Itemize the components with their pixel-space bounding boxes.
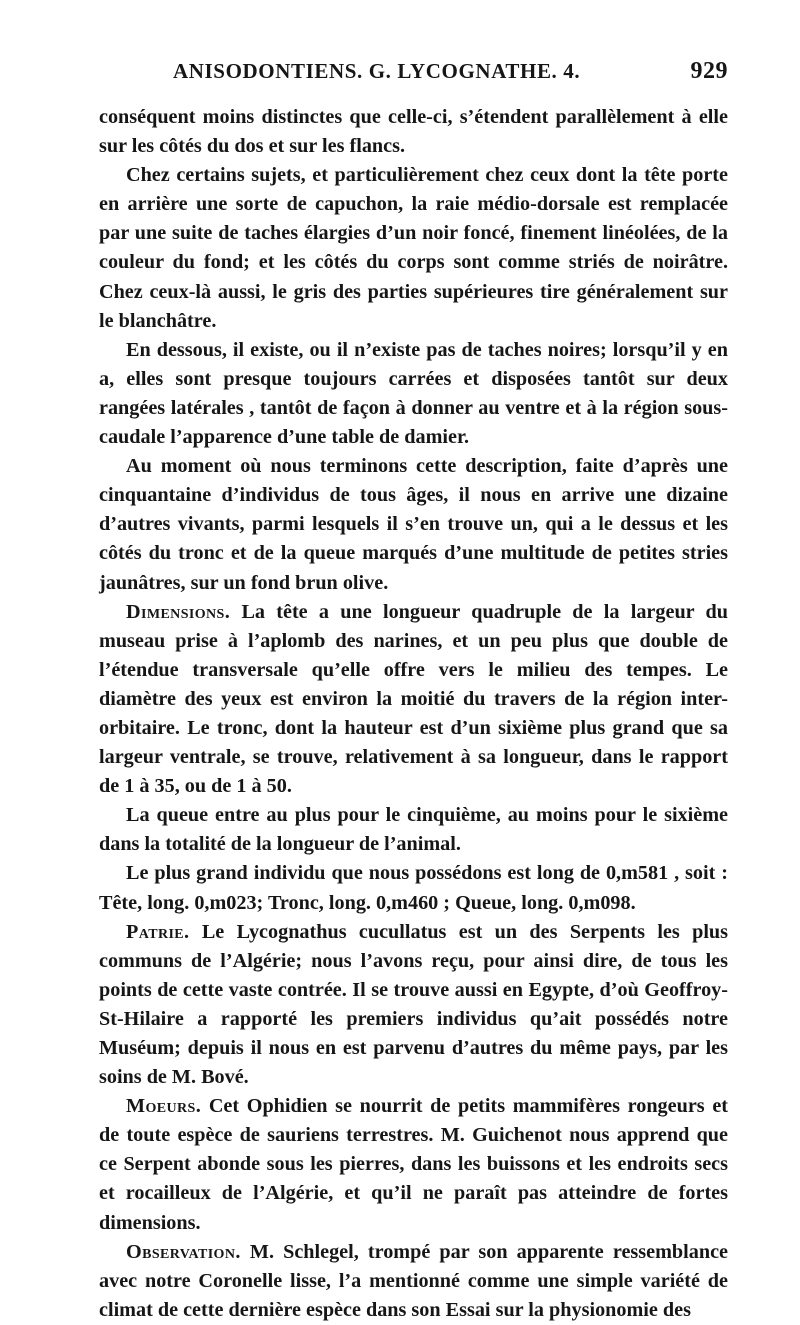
paragraph-text: Au moment où nous terminons cette description, faite d’après une cinquantaine d’individus de tous âges, il nous en arrive une dizaine d’autres vivants, parmi lesquels il s’en trouve un, qui a le dessus et les côtés du tronc et de la queue marqués d’une multitude de petites stries jaunâtres, sur un fond brun olive. — [99, 455, 728, 594]
section-lead: Dimensions. — [126, 600, 231, 623]
body-text — [99, 103, 728, 1325]
paragraph — [99, 801, 728, 859]
paragraph — [99, 161, 728, 336]
paragraph — [99, 452, 728, 597]
paragraph-observation — [99, 1238, 728, 1325]
paragraph-dimensions — [99, 598, 728, 802]
paragraph-text: En dessous, il existe, ou il n’existe pas de taches noires; lorsqu’il y en a, elles sont presque toujours carrées et disposées tantôt sur deux rangées latérales , tantôt de façon à donner au ventre et à la région sous-caudale l’apparence d’une table de damier. — [99, 338, 728, 449]
section-lead: Moeurs. — [126, 1095, 202, 1118]
paragraph-text: Cet Ophidien se nourrit de petits mammifères rongeurs et de toute espèce de sauriens terrestres. M. Guichenot nous apprend que ce Serpent abonde sous les pierres, dans les buissons et les endroits secs et rocailleux de l’Algérie, et qu’il ne paraît pas atteindre de fortes dimensions. — [99, 1095, 728, 1234]
paragraph-text: Le plus grand individu que nous possédons est long de 0,m581 , soit : Tête, long. 0,m023; Tronc, long. 0,m460 ; Queue, long. 0,m098. — [99, 862, 728, 914]
paragraph-text: La tête a une longueur quadruple de la largeur du museau prise à l’aplomb des narines, et un peu plus que double de l’étendue transversale qu’elle offre vers le milieu des tempes. Le diamètre des yeux est environ la moitié du travers de la région inter-orbitaire. Le tronc, dont la hauteur est d’un sixième plus grand que sa largeur ventrale, se trouve, relativement à sa longueur, dans le rapport de 1 à 35, ou de 1 à 50. — [99, 600, 728, 798]
paragraph-text: conséquent moins distinctes que celle-ci, s’étendent parallèlement à elle sur les côtés du dos et sur les flancs. — [99, 106, 728, 158]
page-number: 929 — [690, 58, 728, 84]
paragraph-patrie — [99, 918, 728, 1093]
section-lead: Observation. — [126, 1240, 241, 1263]
paragraph-text: La queue entre au plus pour le cinquième, au moins pour le sixième dans la totalité de la longueur de l’animal. — [99, 804, 728, 856]
paragraph-text: Chez certains sujets, et particulièrement chez ceux dont la tête porte en arrière une sorte de capuchon, la raie médio-dorsale est remplacée par une suite de taches élargies d’un noir foncé, finement linéolées, de la couleur du fond; et les côtés du corps sont comme striés de noirâtre. Chez ceux-là aussi, le gris des parties supérieures tire généralement sur le blanchâtre. — [99, 164, 728, 332]
paragraph — [99, 336, 728, 452]
running-header — [173, 58, 728, 85]
paragraph-text: Le Lycognathus cucullatus est un des Serpents les plus communs de l’Algérie; nous l’avons reçu, pour ainsi dire, de tous les points de cette vaste contrée. Il se trouve aussi en Egypte, d’où Geoffroy-St-Hilaire a rapporté les premiers individus qu’ait possédés notre Muséum; depuis il nous en est parvenu d’autres du même pays, par les soins de M. Bové. — [99, 920, 729, 1089]
section-lead: Patrie. — [126, 920, 190, 943]
paragraph-moeurs — [99, 1092, 728, 1237]
running-title: ANISODONTIENS. G. LYCOGNATHE. 4. — [173, 59, 581, 83]
paragraph-measurements — [99, 859, 728, 917]
paragraph — [99, 103, 728, 161]
paragraph-text: M. Schlegel, trompé par son apparente ressemblance avec notre Coronelle lisse, l’a mentionné comme une simple variété de climat de cette dernière espèce dans son Essai sur la physionomie des — [99, 1240, 728, 1321]
